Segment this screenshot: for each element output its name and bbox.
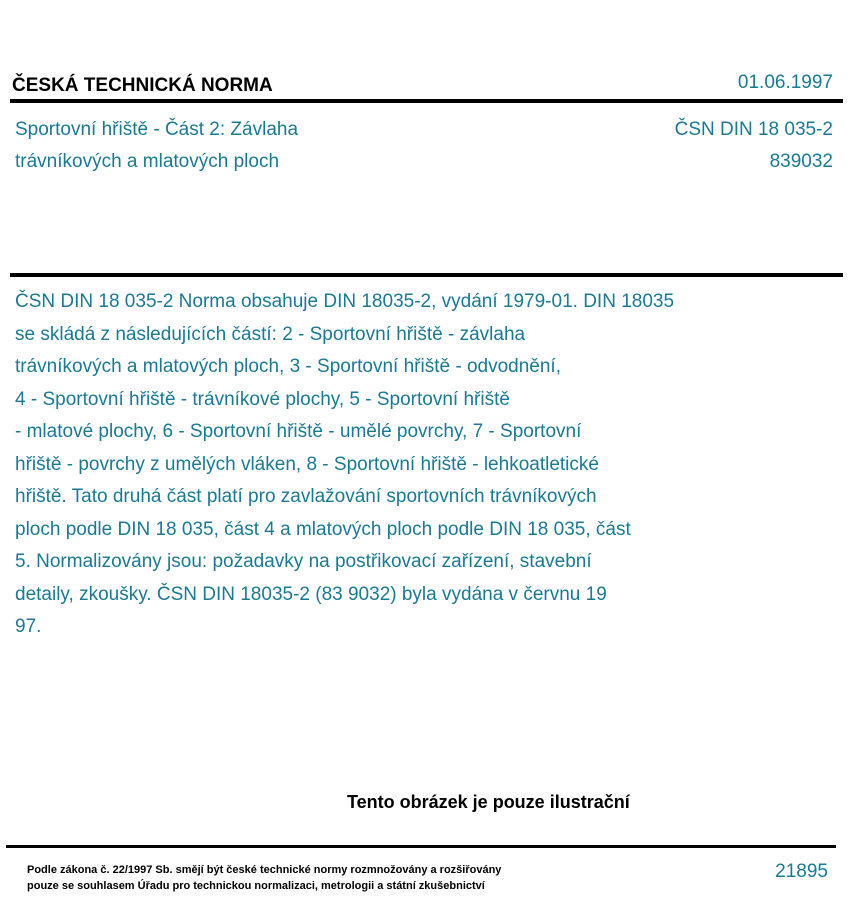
document-title-line: Sportovní hřiště - Část 2: Závlaha — [15, 119, 299, 140]
abstract-line: se skládá z následujících částí: 2 - Sportovní hřiště - závlaha — [15, 323, 526, 345]
standard-header-title: ČESKÁ TECHNICKÁ NORMA — [12, 75, 273, 96]
publication-date: 01.06.1997 — [737, 72, 833, 93]
illustration-disclaimer: Tento obrázek je pouze ilustrační — [347, 792, 630, 812]
document-code-block — [675, 114, 833, 178]
legal-notice-line: Podle zákona č. 22/1997 Sb. smějí být české technické normy rozmnožovány a rozšiřovány — [27, 864, 502, 876]
abstract-line: - mlatové plochy, 6 - Sportovní hřiště - umělé povrchy, 7 - Sportovní — [15, 421, 582, 442]
legal-notice — [27, 862, 587, 894]
abstract-line: 5. Normalizovány jsou: požadavky na postřikovací zařízení, stavební — [15, 551, 592, 572]
abstract-line: hřiště - povrchy z umělých vláken, 8 - Sportovní hřiště - lehkoatletické — [15, 453, 599, 475]
abstract-line: ČSN DIN 18 035-2 Norma obsahuje DIN 18035-2, vydání 1979-01. DIN 18035 — [15, 291, 675, 312]
abstract-line: hřiště. Tato druhá část platí pro zavlažování sportovních trávníkových — [15, 486, 597, 507]
legal-notice-line: pouze se souhlasem Úřadu pro technickou normalizaci, metrologii a státní zkušebnictví — [27, 880, 485, 892]
title-divider — [10, 273, 843, 277]
footer-document-number: 21895 — [775, 861, 828, 882]
abstract-line: 97. — [15, 616, 42, 637]
standard-code: ČSN DIN 18 035-2 — [674, 119, 833, 140]
abstract-line: trávníkových a mlatových ploch, 3 - Sportovní hřiště - odvodnění, — [15, 356, 561, 377]
abstract-text — [15, 286, 775, 644]
classification-number: 839032 — [769, 151, 833, 172]
abstract-line: 4 - Sportovní hřiště - trávníkové plochy, 5 - Sportovní hřiště — [15, 388, 510, 410]
abstract-line: detaily, zkoušky. ČSN DIN 18035-2 (83 9032) byla vydána v červnu 19 — [15, 583, 607, 605]
header-divider — [10, 99, 843, 103]
abstract-line: ploch podle DIN 18 035, část 4 a mlatových ploch podle DIN 18 035, část — [15, 518, 631, 540]
document-title — [15, 114, 435, 178]
footer-divider — [6, 845, 836, 848]
document-title-line: trávníkových a mlatových ploch — [15, 151, 280, 172]
